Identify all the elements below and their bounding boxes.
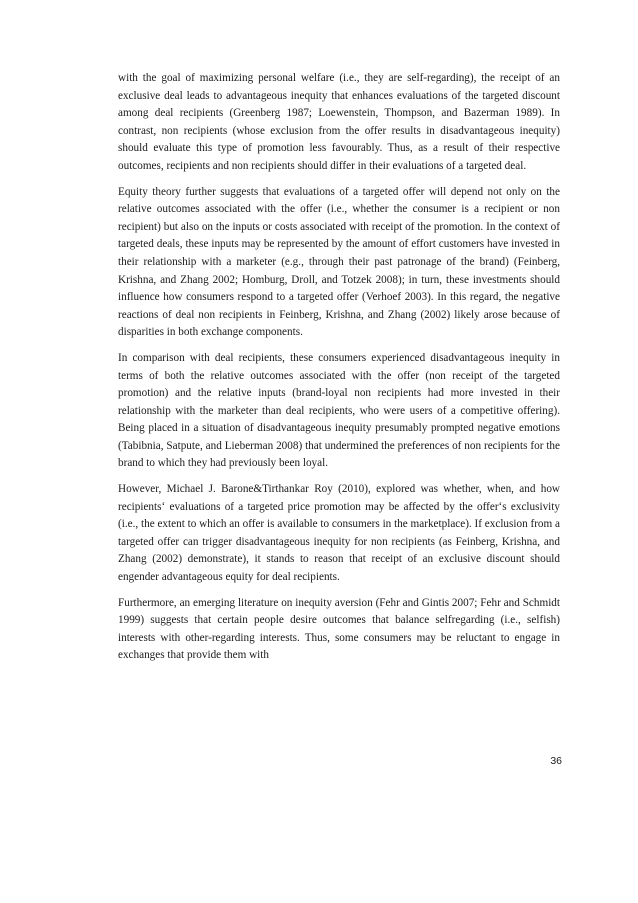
paragraph-5: Furthermore, an emerging literature on inequity aversion (Fehr and Gintis 2007; Fehr and Schmidt 1999) suggests that certain people desire outcomes that balance selfregarding (i.e., selfish) interests with other-regarding interests. Thus, some consumers may be reluctant to engage in exchanges that provide them with [118, 596, 560, 662]
paragraph-3: In comparison with deal recipients, these consumers experienced disadvantageous inequity in terms of both the relative outcomes associated with the offer (non receipt of the targeted promotion) and the relative inputs (brand-loyal non recipients had more invested in their relationship with the marketer than deal recipients, who were users of a competitive offering). Being placed in a situation of disadvantageous inequity presumably prompted negative emotions (Tabibnia, Satpute, and Lieberman 2008) that undermined the preferences of non recipients for the brand to which they had previously been loyal. [118, 351, 560, 470]
page-number: 36 [550, 755, 562, 767]
paragraph-2: Equity theory further suggests that evaluations of a targeted offer will depend not only on the relative outcomes associated with the offer (i.e., whether the consumer is a recipient or non recipient) but also on the inputs or costs associated with receipt of the promotion. In the context of targeted deals, these inputs may be represented by the amount of effort customers have invested in their relationship with a marketer (e.g., through their past patronage of the brand) (Feinberg, Krishna, and Zhang 2002; Homburg, Droll, and Totzek 2008); in turn, these investments should influence how consumers respond to a targeted offer (Verhoef 2003). In this regard, the negative reactions of deal non recipients in Feinberg, Krishna, and Zhang (2002) likely arose because of disparities in both exchange components. [118, 185, 560, 339]
body-text [118, 70, 560, 673]
paragraph-4: However, Michael J. Barone&Tirthankar Roy (2010), explored was whether, when, and how recipients‘ evaluations of a targeted price promotion may be affected by the offer‘s exclusivity (i.e., the extent to which an offer is available to consumers in the marketplace). If exclusion from a targeted offer can trigger disadvantageous inequity for non recipients (as Feinberg, Krishna, and Zhang (2002) demonstrate), it stands to reason that receipt of an exclusive discount should engender advantageous equity for deal recipients. [118, 483, 560, 584]
paragraph-1: with the goal of maximizing personal welfare (i.e., they are self-regarding), the receipt of an exclusive deal leads to advantageous inequity that enhances evaluations of the targeted discount among deal recipients (Greenberg 1987; Loewenstein, Thompson, and Bazerman 1989). In contrast, non recipients (whose exclusion from the offer results in disadvantageous inequity) should evaluate this type of promotion less favourably. Thus, as a result of their respective outcomes, recipients and non recipients should differ in their evaluations of a targeted deal. [118, 72, 560, 172]
